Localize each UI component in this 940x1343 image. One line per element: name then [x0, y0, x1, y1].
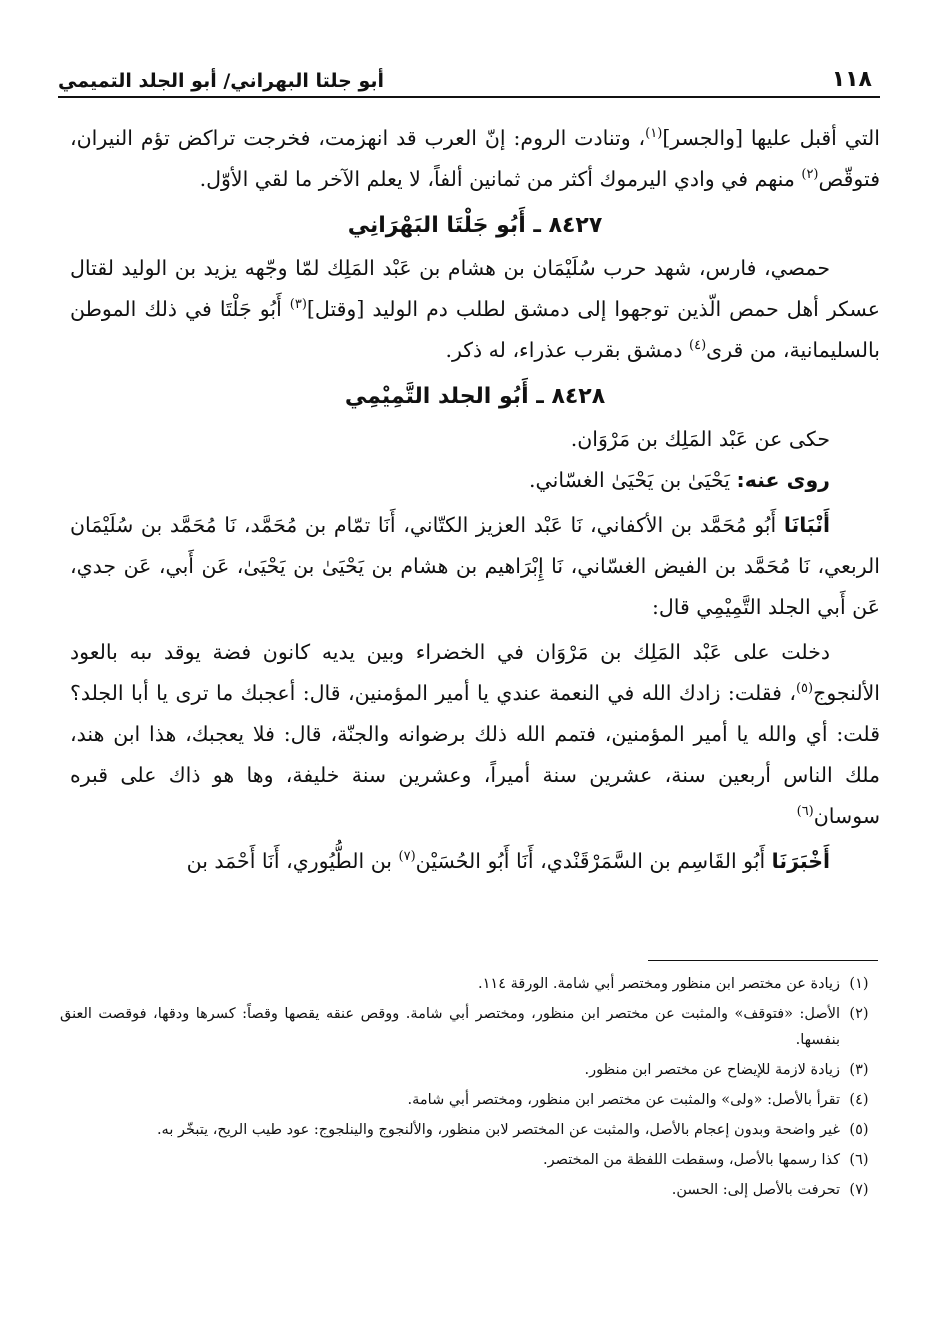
- text-segment: ، وتنادت الروم: إنّ العرب قد انهزمت، فخرجت تراكض تؤم النيران، فتوقّص: [70, 126, 880, 191]
- footnote-text: كذا رسمها بالأصل، وسقطت اللفظة من المختصر.: [543, 1152, 840, 1168]
- footnote-ref: (١): [645, 126, 663, 142]
- paragraph-isnad-2: [70, 841, 880, 882]
- footnote-text: تقرأ بالأصل: «ولى» والمثبت عن مختصر ابن منظور، ومختصر أبي شامة.: [407, 1092, 840, 1108]
- text-segment: دخلت على عَبْد المَلِك بن مَرْوَان في الخضراء وبين يديه كانون فضة يوقد ىبه بالعود الألنجوج: [70, 640, 880, 705]
- text-segment: يَحْيَىٰ بن يَحْيَىٰ الغسّاني.: [529, 468, 737, 492]
- footnote-number: (٧): [849, 1182, 869, 1198]
- footnote-item: [60, 1177, 878, 1203]
- footnote-number: (٣): [849, 1062, 869, 1078]
- footnote-ref: (٧): [398, 849, 416, 865]
- paragraph-narrators: [70, 460, 880, 501]
- text-segment: أَبُو القَاسِم بن السَّمَرْقَنْدي، أَنَا أَبُو الحُسَيْن: [415, 849, 772, 873]
- page-header: [58, 58, 880, 98]
- text-segment: بن الطُّيُوري، أَنَا أَحْمَد بن: [186, 849, 399, 873]
- footnote-number: (٦): [849, 1152, 869, 1168]
- footnote-item: [60, 1117, 878, 1143]
- footnote-item: [60, 1057, 878, 1083]
- footnote-number: (٥): [849, 1122, 869, 1138]
- footnote-text: الأصل: «فتوقف» والمثبت عن مختصر ابن منظور، ومختصر أبي شامة. ووقص عنقه يقصها وقصاً: كسرها ودقها، فوقصت العنق بنفسها.: [60, 1006, 840, 1048]
- page-number: ١١٨: [831, 67, 872, 92]
- footnote-number: (٢): [849, 1006, 869, 1022]
- footnote-ref: (٣): [289, 297, 307, 313]
- footnote-number: (٤): [849, 1092, 869, 1108]
- paragraph-entry-8427: [70, 248, 880, 371]
- footnote-item: [60, 971, 878, 997]
- footnotes-section: [60, 960, 878, 1207]
- lead-word: روى عنه:: [736, 468, 830, 492]
- footnote-item: [60, 1001, 878, 1053]
- footnote-text: زيادة عن مختصر ابن منظور ومختصر أبي شامة. الورقة ١١٤.: [478, 976, 840, 992]
- paragraph-isnad-1: [70, 505, 880, 628]
- footnote-text: زيادة لازمة للإيضاح عن مختصر ابن منظور.: [584, 1062, 840, 1078]
- text-segment: حمصي، فارس، شهد حرب سُلَيْمَان بن هشام بن عَبْد المَلِك لمّا وجّهه يزيد بن الوليد لقتال عسكر أهل حمص الّذين توجهوا إلى دمشق لطلب دم الوليد [وقتل]: [70, 256, 881, 321]
- paragraph-continuation: [70, 118, 880, 200]
- footnote-number: (١): [849, 976, 869, 992]
- entry-heading-8428: ٨٤٢٨ ـ أَبُو الجلد التَّمِيْمِي: [344, 384, 606, 409]
- text-segment: أَبُو جَلْتَا في ذلك الموطن بالسليمانية، من قرى: [70, 297, 880, 362]
- lead-word: أَنْبَانَا: [783, 513, 830, 537]
- footnote-ref: (٥): [795, 681, 814, 697]
- footnote-ref: (٤): [689, 338, 707, 354]
- text-segment: دمشق بقرب عذراء، له ذكر.: [445, 338, 690, 362]
- text-segment: أَبُو مُحَمَّد بن الأكفاني، نَا عَبْد العزيز الكتّاني، أَنَا تمّام بن مُحَمَّد، نَا مُحَمَّد بن سُلَيْمَان الربعي، نَا مُحَمَّد بن الفيض الغسّاني، نَا إِبْرَاهيم بن هشام بن يَحْيَىٰ بن يَحْيَىٰ، عَن أَبي، عَن جدي، عَن أَبي الجلد التَّمِيْمِي قال:: [70, 513, 880, 619]
- footnote-ref: (٢): [801, 167, 819, 183]
- footnote-divider: [648, 960, 878, 961]
- text-segment: ، فقلت: زادك الله في النعمة عندي يا أمير المؤمنين، قال: أعجبك ما ترى يا أبا الجلد؟ قلت: أي والله يا أمير المؤمنين، فتمم الله ذلك برضوانه والجنّة، قال: فلا يعجبك، هذا ابن هند، ملك الناس أربعين سنة، عشرين سنة أميراً، وعشرين سنة خليفة، وها هو ذاك على قبره سوسان: [70, 681, 880, 828]
- main-text: [70, 118, 880, 882]
- footnote-item: [60, 1147, 878, 1173]
- lead-word: أَخْبَرَنَا: [771, 849, 830, 873]
- footnote-item: [60, 1087, 878, 1113]
- entry-heading-8427: ٨٤٢٧ ـ أَبُو جَلْتَا البَهْرَانِي: [347, 213, 603, 238]
- footnote-text: تحرفت بالأصل إلى: الحسن.: [671, 1182, 840, 1198]
- paragraph-narrated-from: حكى عن عَبْد المَلِك بن مَرْوَان.: [570, 427, 830, 451]
- running-title: أبو جلتا البهراني/ أبو الجلد التميمي: [58, 70, 385, 92]
- paragraph-narration: [70, 632, 880, 837]
- footnote-text: غير واضحة وبدون إعجام بالأصل، والمثبت عن المختصر لابن منظور، والألنجوج والينلجوج: عود طيب الريح، يتبخّر به.: [156, 1122, 840, 1138]
- text-segment: التي أقبل عليها [والجسر]: [662, 126, 880, 150]
- footnote-ref: (٦): [796, 804, 814, 820]
- text-segment: منهم في وادي اليرموك أكثر من ثمانين ألفاً، لا يعلم الآخر ما لقي الأوّل.: [199, 167, 802, 191]
